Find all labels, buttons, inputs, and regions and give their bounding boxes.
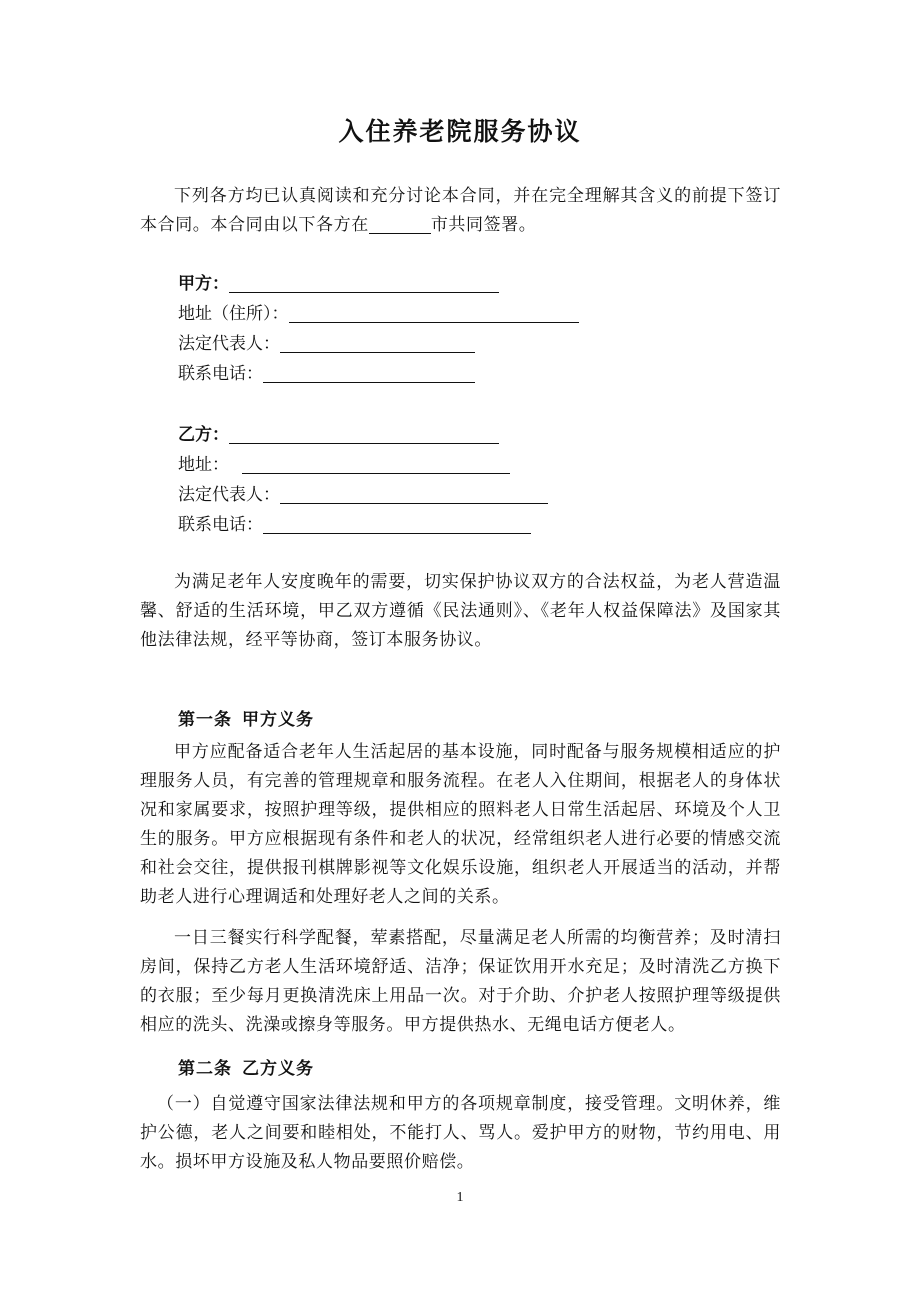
party-a-rep-line [280,330,475,353]
party-a-phone-row [178,360,475,388]
intro-text: 下列各方均已认真阅读和充分讨论本合同，并在完全理解其含义的前提下签订本合同。本合同由以下各方在 [140,186,781,235]
article-2-name: 乙方义务 [242,1059,314,1079]
article-1-heading [178,705,314,730]
party-a-rep-label: 法定代表人： [178,334,280,354]
party-b-phone-label: 联系电话： [178,515,263,535]
party-b-rep-label: 法定代表人： [178,485,280,505]
preamble-paragraph: 为满足老年人安度晚年的需要，切实保护协议双方的合法权益，为老人营造温馨、舒适的生活环境，甲乙双方遵循《民法通则》、《老年人权益保障法》及国家其他法律法规，经平等协商，签订本服务协议。 [140,572,781,650]
party-a-phone-line [263,360,475,383]
party-b-rep-line [280,481,548,504]
party-a-address-row [178,300,579,328]
party-b-address-label: 地址： [178,455,229,475]
party-b-label: 乙方： [178,425,229,445]
party-a-row [178,270,499,298]
article-2-number: 第二条 [178,1059,232,1079]
article-1-paragraph-1: 甲方应配备适合老年人生活起居的基本设施，同时配备与服务规模相适应的护理服务人员，有完善的管理规章和服务流程。在老人入住期间，根据老人的身体状况和家属要求，按照护理等级，提供相应的照料老人日常生活起居、环境及个人卫生的服务。甲方应根据现有条件和老人的状况，经常组织老人进行必要的情感交流和社会交往，提供报刊棋牌影视等文化娱乐设施，组织老人开展适当的活动，并帮助老人进行心理调适和处理好老人之间的关系。 [140,742,781,907]
party-a-phone-label: 联系电话： [178,364,263,384]
page-number: 1 [456,1190,464,1205]
party-b-phone-line [263,511,531,534]
party-a-label: 甲方： [178,274,229,294]
party-a-address-label: 地址（住所）： [178,304,289,324]
article-1-number: 第一条 [178,710,232,730]
article-1-name: 甲方义务 [242,710,314,730]
intro-text-end: 市共同签署。 [430,215,537,235]
party-b-line [229,421,499,444]
city-blank [369,211,431,234]
party-b-row [178,421,499,449]
intro-paragraph [140,182,781,240]
party-b-phone-row [178,511,531,539]
party-a-address-line [289,300,579,323]
party-b-rep-row [178,481,548,509]
article-2-paragraph-1: （一）自觉遵守国家法律法规和甲方的各项规章制度，接受管理。文明休养，维护公德，老人之间要和睦相处，不能打人、骂人。爱护甲方的财物，节约用电、用水。损坏甲方设施及私人物品要照价赔偿。 [140,1094,781,1172]
party-b-address-line [242,451,510,474]
article-2-heading [178,1054,314,1079]
document-title: 入住养老院服务协议 [338,117,582,146]
party-b-address-row [178,451,510,479]
article-1-paragraph-2: 一日三餐实行科学配餐，荤素搭配，尽量满足老人所需的均衡营养；及时清扫房间，保持乙方老人生活环境舒适、洁净；保证饮用开水充足；及时清洗乙方换下的衣服；至少每月更换清洗床上用品一次。对于介助、介护老人按照护理等级提供相应的洗头、洗澡或擦身等服务。甲方提供热水、无绳电话方便老人。 [140,928,781,1035]
party-a-rep-row [178,330,475,358]
party-a-line [229,270,499,293]
